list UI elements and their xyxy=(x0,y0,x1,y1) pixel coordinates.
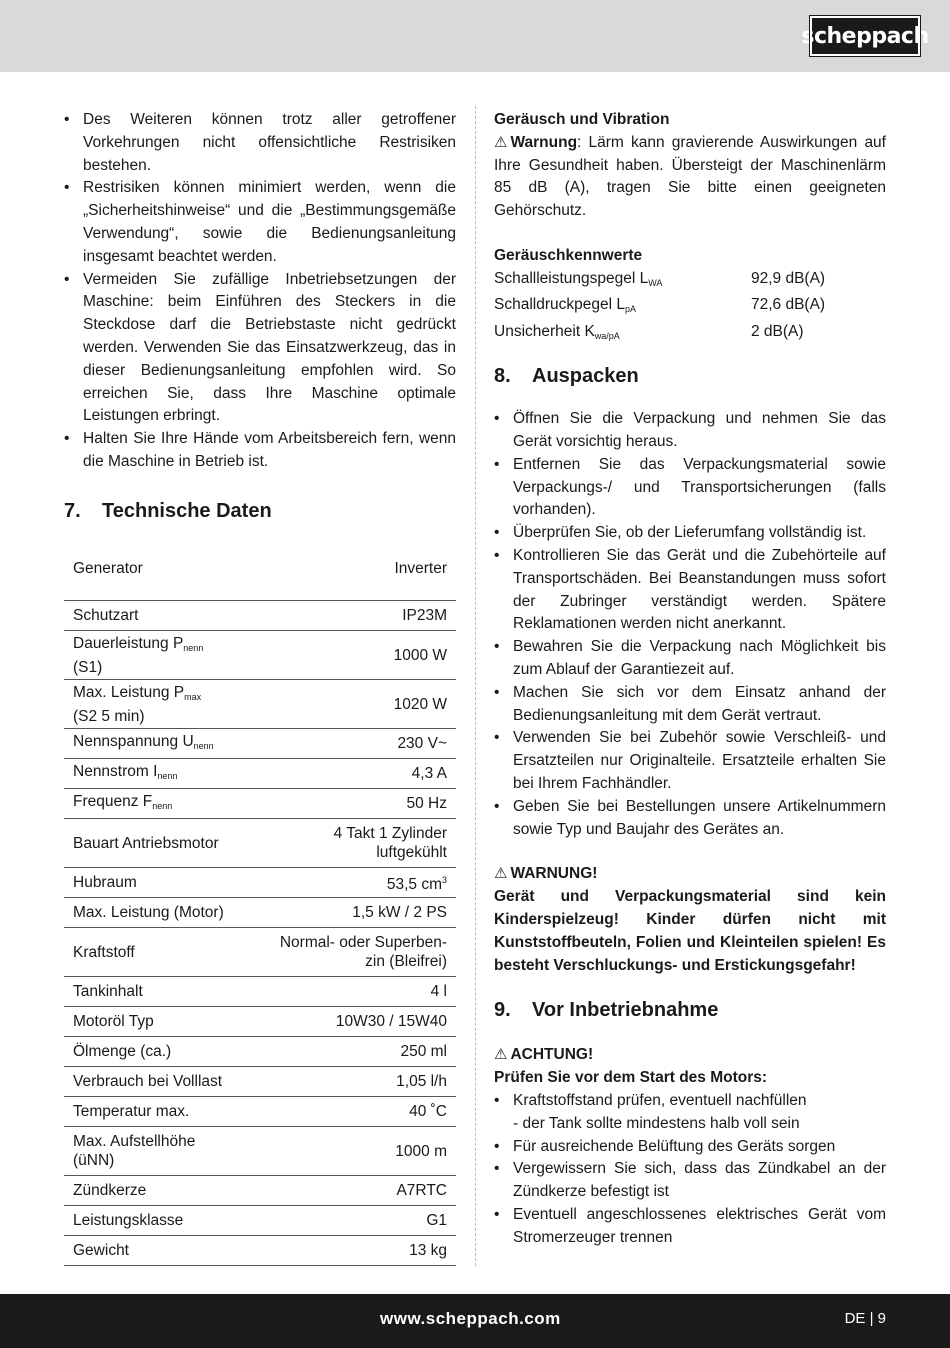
right-column xyxy=(494,109,886,1250)
noise-row: Unsicherheit $K_{wa/pA}$ 2 dB(A) xyxy=(494,321,886,348)
spec-value: Inverter xyxy=(394,559,447,577)
section-9-heading xyxy=(494,999,886,1022)
section-title: Vor Inbetriebnahme xyxy=(532,999,719,1022)
warning-text: Gerät und Verpackungsmaterial sind kein Kinderspielzeug! Kinder dürfen nicht mit Kunststoffbeuteln, Folien und Kleinteilen spielen! Es besteht Verschluckungs- und Erstickungsgefahr! xyxy=(494,888,886,974)
table-row xyxy=(64,759,456,789)
section-7-heading xyxy=(64,500,456,523)
warning-triangle-icon: ⚠ xyxy=(494,1046,508,1064)
spec-value: 10W30 / 15W40 xyxy=(335,1013,447,1031)
noise-heading: Geräusch und Vibration xyxy=(494,111,670,128)
spec-label: Frequenz $F_{nenn}$ xyxy=(73,792,173,811)
section-8-heading xyxy=(494,365,886,388)
spec-label: Verbrauch bei Volllast xyxy=(73,1073,223,1091)
noise-warning: ⚠ Warnung: Lärm kann gravierende Auswirkungen auf Ihre Gesundheit haben. Übersteigt der Maschinenlärm 85 dB (A), tragen Sie bitte einen geeigneten Gehörschutz. xyxy=(494,133,886,220)
spec-value: 1,5 kW / 2 PS xyxy=(352,904,447,922)
section-number: 9. xyxy=(494,999,511,1022)
spec-label: Max. Aufstellhöhe (üNN) xyxy=(73,1133,196,1170)
attention-intro: Prüfen Sie vor dem Start des Motors: xyxy=(494,1069,768,1087)
technical-data-table xyxy=(64,555,456,1267)
table-row xyxy=(64,789,456,819)
list-item: • Kraftstoffstand prüfen, eventuell nachfüllen - der Tank sollte mindestens halb voll sein xyxy=(494,1090,886,1136)
spec-label: Nennspannung $U_{nenn}$ xyxy=(73,732,214,751)
list-item: • Des Weiteren können trotz aller getroffener Vorkehrungen nicht offensichtliche Restrisiken bestehen. xyxy=(64,109,456,177)
noise-values xyxy=(494,268,886,348)
spec-label: Kraftstoff xyxy=(73,943,135,961)
table-row xyxy=(64,928,456,977)
table-row xyxy=(64,555,456,601)
page-number: DE | 9 xyxy=(844,1310,886,1327)
table-row xyxy=(64,1007,456,1037)
spec-value: 1020 W xyxy=(393,695,447,713)
spec-label: Hubraum xyxy=(73,874,137,892)
column-divider xyxy=(475,106,476,1266)
table-row xyxy=(64,601,456,631)
table-row xyxy=(64,819,456,868)
table-row xyxy=(64,1176,456,1206)
spec-label: Schutzart xyxy=(73,607,139,625)
list-item: • Überprüfen Sie, ob der Lieferumfang vollständig ist. xyxy=(494,522,886,545)
list-item: • Öffnen Sie die Verpackung und nehmen Sie das Gerät vorsichtig heraus. xyxy=(494,408,886,454)
spec-value: 230 V~ xyxy=(397,735,447,753)
list-item: • Bewahren Sie die Verpackung nach Möglichkeit bis zum Ablauf der Garantiezeit auf. xyxy=(494,636,886,682)
list-item: • Vermeiden Sie zufällige Inbetriebsetzungen der Maschine: beim Einführen des Steckers in die Steckdose darf die Betriebstaste nicht gedrückt werden. Verwenden Sie das Einsatzwerkzeug, das in dieser Bedienungsanleitung empfohlen wird. So erreichen Sie, dass Ihre Maschine optimale Leistungen erbringt. xyxy=(64,269,456,429)
spec-label: Zündkerze xyxy=(73,1182,147,1200)
page-header xyxy=(0,0,950,72)
spec-value: 53,5 $cm^3$ xyxy=(386,875,447,894)
warning-triangle-icon: ⚠ xyxy=(494,865,508,883)
unpack-list xyxy=(494,408,886,841)
brand-logo: scheppach xyxy=(810,16,920,56)
left-column xyxy=(64,109,456,1321)
table-row xyxy=(64,680,456,729)
spec-value: 4,3 A xyxy=(411,765,447,783)
spec-label: Max. Leistung $P_{max}$ (S2 5 min) xyxy=(73,683,202,725)
table-row xyxy=(64,1097,456,1127)
spec-label: Generator xyxy=(73,559,143,577)
list-item: • Restrisiken können minimiert werden, wenn die „Sicherheitshinweise“ und die „Bestimmungsgemäße Verwendung“, sowie die Bedienungsanleitung insgesamt beachtet werden. xyxy=(64,177,456,268)
spec-value: 4 l xyxy=(430,983,447,1001)
table-row xyxy=(64,868,456,898)
list-item: • Verwenden Sie bei Zubehör sowie Verschleiß- und Ersatzteilen nur Originalteile. Ersatzteile erhalten Sie bei Ihrem Fachhändler. xyxy=(494,727,886,795)
spec-label: Temperatur max. xyxy=(73,1103,190,1121)
spec-value: 1000 W xyxy=(393,646,447,664)
list-item: • Kontrollieren Sie das Gerät und die Zubehörteile auf Transportschäden. Bei Beanstandungen muss sofort der Zubringer verständigt werden. Spätere Reklamationen werden nicht anerkannt. xyxy=(494,545,886,636)
list-item: • Halten Sie Ihre Hände vom Arbeitsbereich fern, wenn die Maschine in Betrieb ist. xyxy=(64,428,456,474)
table-row xyxy=(64,1127,456,1176)
spec-value: G1 xyxy=(426,1212,447,1230)
list-item: • Machen Sie sich vor dem Einsatz anhand der Bedienungsanleitung mit dem Gerät vertraut. xyxy=(494,682,886,728)
table-row xyxy=(64,898,456,928)
noise-values-heading: Geräuschkennwerte xyxy=(494,246,643,264)
table-row xyxy=(64,1206,456,1236)
residual-risk-list xyxy=(64,109,456,474)
sub-note: - der Tank sollte mindestens halb voll sein xyxy=(513,1114,800,1132)
pre-start-checklist xyxy=(494,1090,886,1250)
spec-label: Tankinhalt xyxy=(73,983,143,1001)
spec-value: A7RTC xyxy=(396,1182,447,1200)
table-row xyxy=(64,977,456,1007)
spec-label: Nennstrom $I_{nenn}$ xyxy=(73,762,178,781)
spec-label: Motoröl Typ xyxy=(73,1013,154,1031)
noise-value: 92,9 dB(A) xyxy=(751,269,826,287)
spec-value: 250 ml xyxy=(400,1043,447,1061)
noise-value: 72,6 dB(A) xyxy=(751,296,826,314)
section-title: Technische Daten xyxy=(102,499,272,522)
spec-value: 50 Hz xyxy=(406,795,447,813)
website-link[interactable]: www.scheppach.com xyxy=(380,1309,561,1328)
spec-value: 13 kg xyxy=(409,1242,447,1260)
spec-value: IP23M xyxy=(402,607,447,625)
section-number: 7. xyxy=(64,499,81,522)
list-item: • Geben Sie bei Bestellungen unsere Artikelnummern sowie Typ und Baujahr des Gerätes an. xyxy=(494,796,886,842)
noise-value: 2 dB(A) xyxy=(751,322,804,340)
spec-value: Normal- oder Superben- zin (Bleifrei) xyxy=(279,934,447,971)
spec-label: Ölmenge (ca.) xyxy=(73,1043,172,1061)
noise-row: Schallleistungspegel $L_{WA}$ 92,9 dB(A) xyxy=(494,268,886,295)
attention-label: ⚠ ACHTUNG! xyxy=(494,1044,886,1067)
list-item: • Eventuell angeschlossenes elektrisches Gerät vom Stromerzeuger trennen xyxy=(494,1204,886,1250)
spec-value: 40 ˚C xyxy=(409,1103,447,1121)
spec-label: Gewicht xyxy=(73,1242,129,1260)
list-item: • Vergewissern Sie sich, dass das Zündkabel an der Zündkerze befestigt ist xyxy=(494,1158,886,1204)
section-number: 8. xyxy=(494,365,511,388)
spec-value: 1000 m xyxy=(395,1142,447,1160)
section-title: Auspacken xyxy=(532,365,639,388)
table-row xyxy=(64,1067,456,1097)
spec-label: Dauerleistung $P_{nenn}$ (S1) xyxy=(73,634,204,676)
spec-value: 1,05 l/h xyxy=(396,1073,447,1091)
table-row xyxy=(64,1236,456,1266)
warning-triangle-icon: ⚠ xyxy=(494,133,508,151)
table-row xyxy=(64,631,456,680)
spec-label: Bauart Antriebsmotor xyxy=(73,834,219,852)
table-row xyxy=(64,1037,456,1067)
spec-value: 4 Takt 1 Zylinder luftgekühlt xyxy=(333,825,447,862)
table-row xyxy=(64,729,456,759)
list-item: • Entfernen Sie das Verpackungsmaterial sowie Verpackungs-/ und Transportsicherungen (falls vorhanden). xyxy=(494,454,886,522)
warning-label: ⚠ WARNUNG! xyxy=(494,863,886,886)
noise-row: Schalldruckpegel $L_{pA}$ 72,6 dB(A) xyxy=(494,294,886,321)
spec-label: Max. Leistung (Motor) xyxy=(73,904,224,922)
page-footer xyxy=(0,1294,950,1348)
spec-label: Leistungsklasse xyxy=(73,1212,184,1230)
list-item: • Für ausreichende Belüftung des Geräts sorgen xyxy=(494,1136,886,1159)
